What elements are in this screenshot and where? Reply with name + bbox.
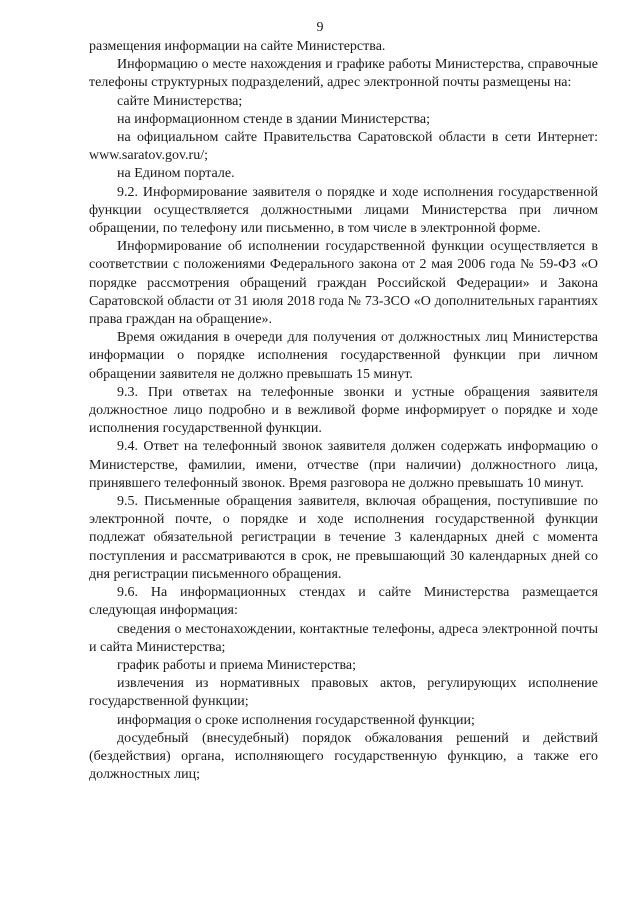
paragraph-9-4: 9.4. Ответ на телефонный звонок заявителя должен содержать информацию о Министерстве, фамилии, имени, отчестве (при наличии) должностного лица, принявшего телефонный звонок. Время разговора не должно превышать 10 минут. bbox=[89, 439, 598, 491]
document-body bbox=[89, 38, 598, 784]
paragraph-continuation: размещения информации на сайте Министерства. bbox=[89, 39, 386, 54]
paragraph-informing-law: Информирование об исполнении государственной функции осуществляется в соответствии с положениями Федерального закона от 2 мая 2006 года № 59-ФЗ «О порядке рассмотрения обращений граждан Российской Федерации» и Закона Саратовской области от 31 июля 2018 года № 73-ЗСО «О дополнительных гарантиях права граждан на обращение». bbox=[89, 239, 598, 328]
list-item-work-schedule: график работы и приема Министерства; bbox=[117, 657, 356, 673]
list-item-info-stand: на информационном стенде в здании Министерства; bbox=[117, 111, 430, 127]
paragraph-9-6: 9.6. На информационных стендах и сайте Министерства размещается следующая информация: bbox=[89, 585, 598, 619]
list-item-location-contacts: сведения о местонахождении, контактные телефоны, адреса электронной почты и сайта Министерства; bbox=[89, 621, 598, 655]
paragraph-9-5: 9.5. Письменные обращения заявителя, включая обращения, поступившие по электронной почте, о порядке и ходе исполнения государственной функции подлежат обязательной регистрации в течение 3 календарных дней с момента поступления и рассматриваются в срок, не превышающий 30 календарных дней со дня регистрации письменного обращения. bbox=[89, 494, 598, 582]
list-item-execution-term: информация о сроке исполнения государственной функции; bbox=[117, 712, 475, 728]
paragraph-9-2: 9.2. Информирование заявителя о порядке и ходе исполнения государственной функции осуществляется должностными лицами Министерства при личном обращении, по телефону или письменно, в том числе в электронной форме. bbox=[89, 184, 598, 237]
paragraph-9-3: 9.3. При ответах на телефонные звонки и устные обращения заявителя должностное лицо подробно и в вежливой форме информирует о порядке и ходе исполнения государственной функции. bbox=[89, 384, 598, 437]
page-number: 9 bbox=[316, 20, 324, 35]
list-item-ministry-site: сайте Министерства; bbox=[117, 93, 243, 109]
list-item-unified-portal: на Едином портале. bbox=[117, 166, 235, 182]
list-item-appeal-procedure: досудебный (внесудебный) порядок обжалования решений и действий (бездействия) органа, исполняющего государственную функцию, а также его должностных лиц; bbox=[89, 730, 598, 783]
paragraph-info-location: Информацию о месте нахождения и графике работы Министерства, справочные телефоны структурных подразделений, адрес электронной почты размещены на: bbox=[89, 57, 598, 91]
list-item-government-site: на официальном сайте Правительства Саратовской области в сети Интернет: www.saratov.gov.ru/; bbox=[89, 130, 598, 164]
paragraph-waiting-time: Время ожидания в очереди для получения от должностных лиц Министерства информации о порядке исполнения государственной функции при личном обращении заявителя не должно превышать 15 минут. bbox=[89, 330, 598, 382]
list-item-legal-extracts: извлечения из нормативных правовых актов, регулирующих исполнение государственной функции; bbox=[89, 676, 598, 710]
